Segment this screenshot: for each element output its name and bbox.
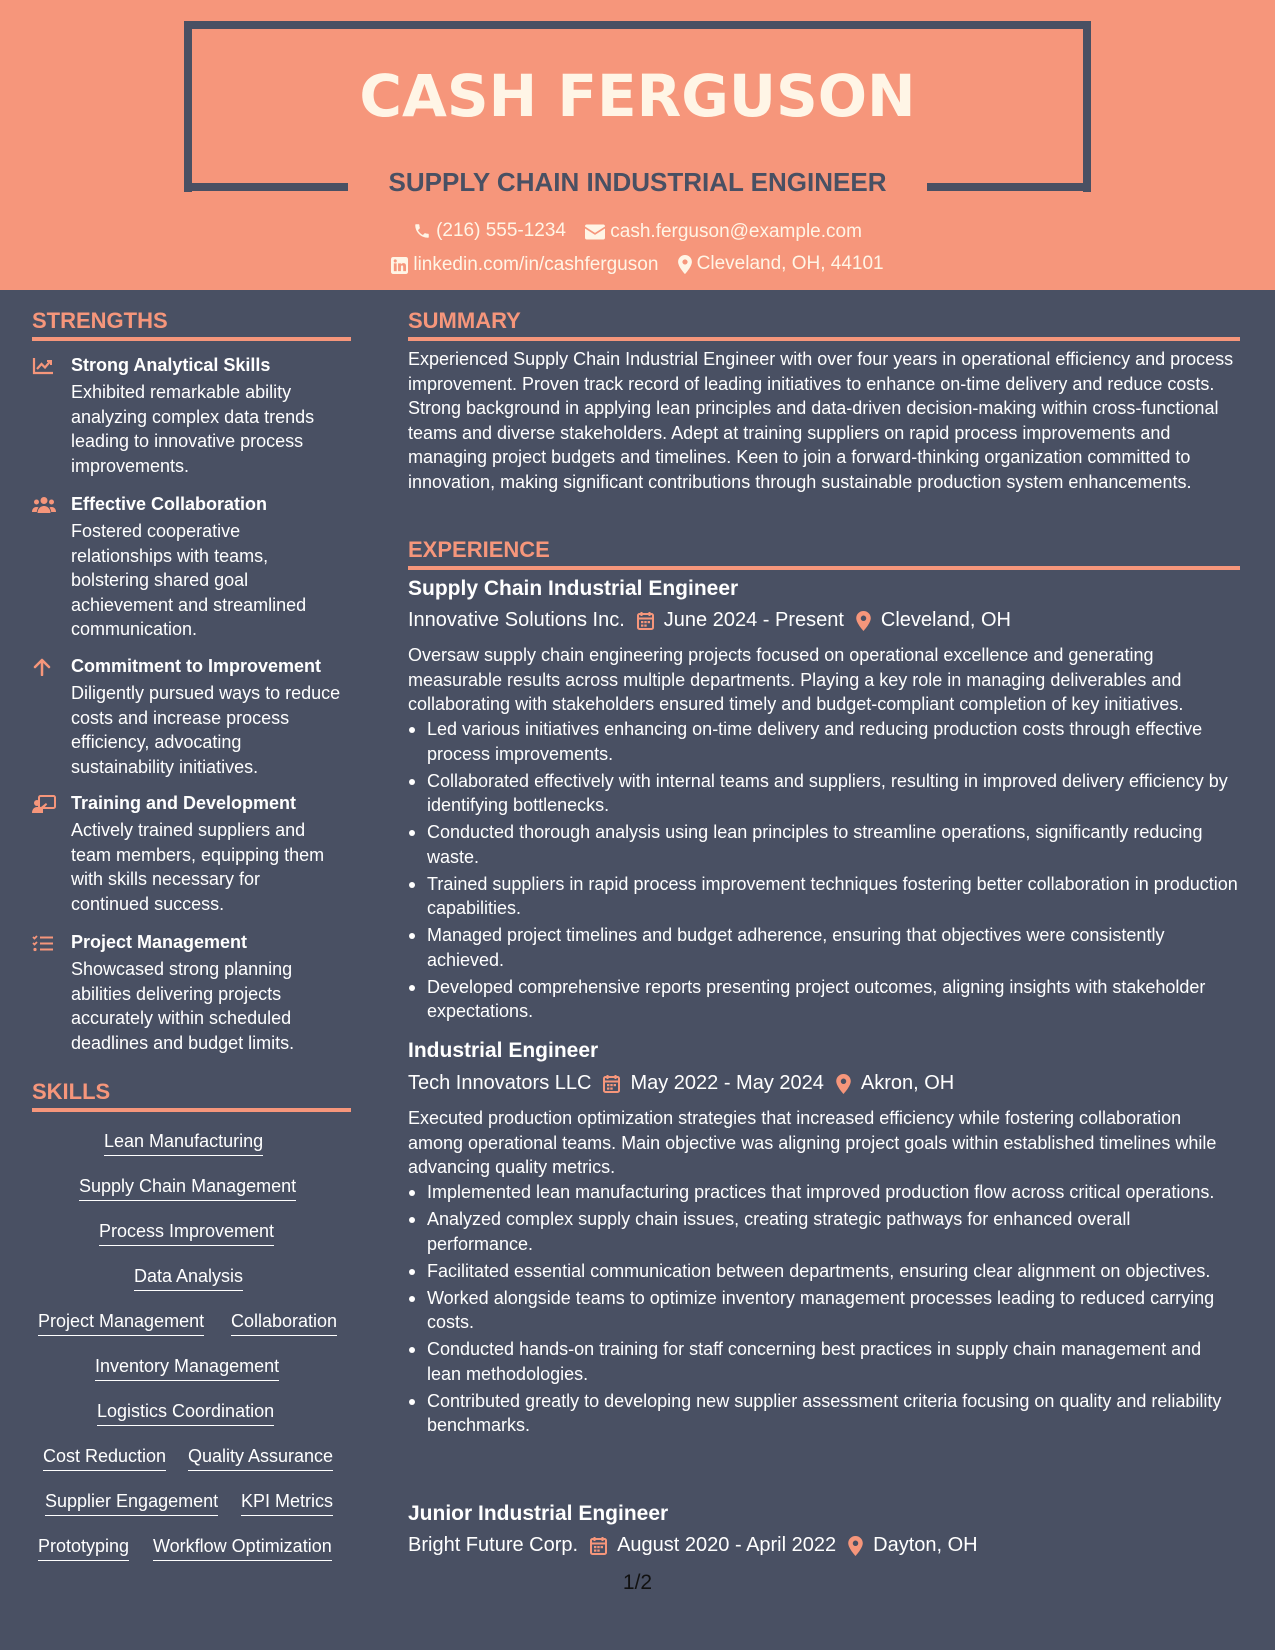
envelope-icon	[585, 224, 605, 240]
candidate-role: SUPPLY CHAIN INDUSTRIAL ENGINEER	[388, 167, 887, 197]
skill-tag: Collaboration	[231, 1311, 337, 1336]
list-item: Implemented lean manufacturing practices that improved production flow across critical operations.	[408, 1180, 1240, 1205]
job-meta	[408, 1534, 978, 1557]
job-company: Tech Innovators LLC	[408, 1072, 592, 1094]
strength-desc: Showcased strong planning abilities delivering projects accurately within scheduled deadlines and budget limits.	[71, 959, 295, 1053]
strength-title: Strong Analytical Skills	[71, 355, 271, 375]
strength-title: Training and Development	[71, 793, 297, 813]
chart-line-icon	[32, 357, 56, 377]
skill-tag: Project Management	[38, 1311, 204, 1336]
list-item: Led various initiatives enhancing on-time delivery and reducing production costs through effective process improvements.	[408, 717, 1240, 766]
skills-heading: SKILLS	[32, 1079, 111, 1104]
strengths-rule	[32, 337, 351, 341]
map-pin-icon	[856, 611, 871, 631]
skill-tag: Workflow Optimization	[153, 1536, 332, 1561]
strength-title: Project Management	[71, 932, 248, 952]
skill-tag: Supply Chain Management	[79, 1176, 296, 1201]
experience-heading: EXPERIENCE	[408, 537, 550, 562]
job-dates: August 2020 - April 2022	[617, 1534, 837, 1556]
linkedin-text: linkedin.com/in/cashferguson	[413, 254, 659, 275]
list-item: Analyzed complex supply chain issues, creating strategic pathways for enhanced overall performance.	[408, 1207, 1240, 1256]
list-item: Collaborated effectively with internal teams and suppliers, resulting in improved delivery efficiency by identifying bottlenecks.	[408, 769, 1240, 818]
contact-row-1	[0, 220, 1275, 246]
resume-header	[0, 0, 1275, 290]
list-check-icon	[32, 934, 56, 954]
job-company: Bright Future Corp.	[408, 1534, 579, 1556]
phone-contact[interactable]	[413, 220, 566, 242]
job-company: Innovative Solutions Inc.	[408, 609, 625, 631]
strength-desc: Actively trained suppliers and team members, equipping them with skills necessary for continued success.	[71, 820, 325, 914]
phone-text: (216) 555-1234	[436, 220, 566, 241]
calendar-icon	[590, 1536, 607, 1555]
skills-rule	[32, 1108, 351, 1112]
calendar-icon	[603, 1074, 620, 1093]
strength-desc: Diligently pursued ways to reduce costs and increase process efficiency, advocating sustainability initiatives.	[71, 683, 341, 777]
email-text: cash.ferguson@example.com	[610, 221, 862, 242]
list-item: Contributed greatly to developing new supplier assessment criteria focusing on quality and reliability benchmarks.	[408, 1389, 1240, 1438]
candidate-name: CASH FERGUSON	[359, 62, 916, 130]
skill-tag: Data Analysis	[134, 1266, 243, 1291]
arrow-up-icon	[32, 658, 56, 678]
map-pin-icon	[836, 1074, 851, 1094]
phone-icon	[413, 222, 431, 240]
job-meta	[408, 609, 1011, 632]
list-item: Conducted thorough analysis using lean principles to streamline operations, significantly reducing waste.	[408, 820, 1240, 869]
list-item: Trained suppliers in rapid process improvement techniques fostering better collaboration in production capabilities.	[408, 872, 1240, 921]
job-bullets	[408, 717, 1240, 1026]
map-pin-icon	[678, 255, 692, 274]
skill-tag: Quality Assurance	[188, 1446, 333, 1471]
strengths-heading: STRENGTHS	[32, 308, 168, 333]
skill-tag: Process Improvement	[99, 1221, 274, 1246]
users-icon	[32, 496, 56, 516]
job-location: Dayton, OH	[873, 1534, 978, 1556]
list-item: Developed comprehensive reports presenting project outcomes, aligning insights with stakeholder expectations.	[408, 975, 1240, 1024]
list-item: Managed project timelines and budget adherence, ensuring that objectives were consistently achieved.	[408, 923, 1240, 972]
strength-desc: Fostered cooperative relationships with teams, bolstering shared goal achievement and streamlined communication.	[71, 521, 307, 639]
job-title: Supply Chain Industrial Engineer	[408, 577, 739, 600]
job-bullets	[408, 1180, 1240, 1440]
list-item: Facilitated essential communication between departments, ensuring clear alignment on objectives.	[408, 1259, 1240, 1284]
email-contact[interactable]	[585, 221, 862, 243]
experience-rule	[408, 566, 1240, 570]
job-description: Oversaw supply chain engineering projects focused on operational excellence and generating measurable results across multiple departments. Playing a key role in managing deliverables and collaborating with stakeholders ensured timely and budget-compliant completion of key initiatives.	[408, 645, 1184, 714]
job-dates: June 2024 - Present	[663, 609, 844, 631]
summary-text: Experienced Supply Chain Industrial Engineer with over four years in operational efficiency and process improvement. Proven track record of leading initiatives to enhance on-time delivery and reduce costs. Strong background in applying lean principles and data-driven decision-making within cross-functional teams and diverse stakeholders. Adept at training suppliers on rapid process improvements and managing project budgets and timelines. Keen to join a forward-thinking organization committed to innovation, making significant contributions through sustainable production system enhancements.	[408, 349, 1234, 492]
summary-rule	[408, 337, 1240, 341]
location-contact	[678, 253, 884, 275]
job-location: Cleveland, OH	[880, 609, 1011, 631]
job-description: Executed production optimization strategies that increased efficiency while fostering collaboration among operational teams. Main objective was aligning project goals within established timelines while advancing quality metrics.	[408, 1108, 1217, 1177]
job-title: Junior Industrial Engineer	[408, 1502, 669, 1525]
chalkboard-teacher-icon	[32, 795, 56, 815]
job-location: Akron, OH	[860, 1072, 955, 1094]
job-title: Industrial Engineer	[408, 1039, 599, 1062]
calendar-icon	[637, 611, 654, 630]
contact-row-2	[0, 253, 1275, 280]
linkedin-icon	[391, 257, 408, 274]
page-number: 1/2	[622, 1571, 653, 1594]
skill-tag: KPI Metrics	[241, 1491, 333, 1516]
summary-heading: SUMMARY	[408, 308, 521, 333]
map-pin-icon	[848, 1536, 863, 1556]
skill-tag: Inventory Management	[95, 1356, 279, 1381]
list-item: Worked alongside teams to optimize inventory management processes leading to reduced carrying costs.	[408, 1286, 1240, 1335]
skill-tag: Lean Manufacturing	[104, 1131, 263, 1156]
skill-tag: Prototyping	[38, 1536, 129, 1561]
skill-tag: Cost Reduction	[43, 1446, 166, 1471]
skill-tag: Logistics Coordination	[97, 1401, 274, 1426]
strength-desc: Exhibited remarkable ability analyzing complex data trends leading to innovative process improvements.	[71, 382, 315, 476]
location-text: Cleveland, OH, 44101	[696, 253, 884, 274]
skill-tag: Supplier Engagement	[45, 1491, 218, 1516]
job-dates: May 2022 - May 2024	[630, 1072, 824, 1094]
list-item: Conducted hands-on training for staff concerning best practices in supply chain management and lean methodologies.	[408, 1337, 1240, 1386]
linkedin-contact[interactable]	[391, 254, 658, 276]
job-meta	[408, 1072, 954, 1095]
strength-title: Effective Collaboration	[71, 494, 268, 514]
strength-title: Commitment to Improvement	[71, 656, 322, 676]
